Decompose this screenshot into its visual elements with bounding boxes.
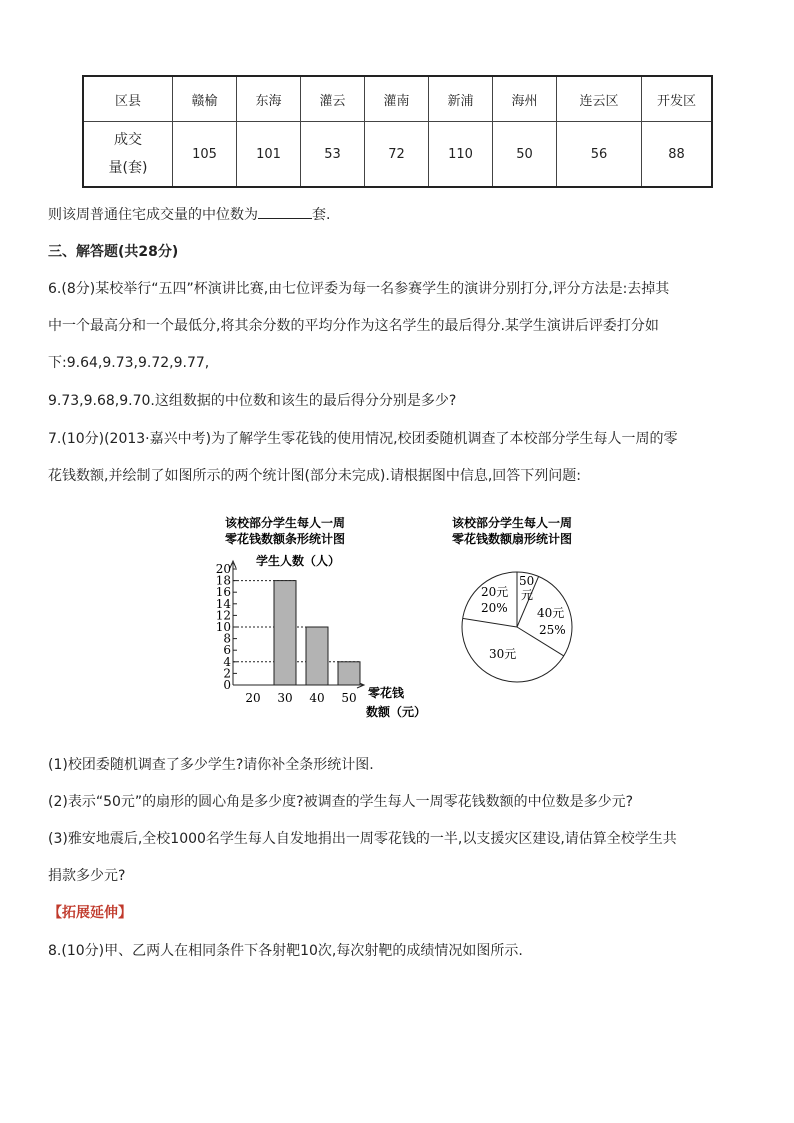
q7-sub: (1)校团委随机调查了多少学生?请你补全条形统计图.	[48, 757, 374, 773]
pie-label-50: 50	[519, 574, 535, 588]
bar-chart-title: 零花钱数额条形统计图	[224, 532, 346, 546]
x-tick-label: 20	[245, 691, 261, 705]
y-tick-label: 8	[223, 631, 231, 646]
table-cell: 开发区	[642, 76, 713, 122]
table-cell: 海州	[493, 76, 557, 122]
extension-label: 【拓展延伸】	[48, 905, 132, 921]
y-axis-label: 学生人数（人）	[256, 554, 341, 568]
housing-table	[82, 75, 713, 188]
table-cell: 连云区	[557, 76, 642, 122]
q6-line: 9.73,9.68,9.70.这组数据的中位数和该生的最后得分分别是多少?	[48, 393, 457, 409]
q6-line: 6.(8分)某校举行“五四”杯演讲比赛,由七位评委为每一名参赛学生的演讲分别打分,评分方法是:去掉其	[48, 281, 670, 297]
row-label: 成交 量(套)	[83, 122, 173, 188]
bar-chart	[200, 510, 450, 725]
table-cell: 72	[365, 122, 429, 188]
y-tick-label: 10	[215, 620, 231, 634]
q6-line: 下:9.64,9.73,9.72,9.77,	[48, 355, 210, 371]
y-tick-label: 12	[215, 608, 231, 623]
pie-percent-40: 25%	[539, 623, 566, 637]
q6-line: 中一个最高分和一个最低分,将其余分数的平均分作为这名学生的最后得分.某学生演讲后评委打分如	[48, 318, 659, 334]
bar-chart-title: 该校部分学生每人一周	[224, 516, 346, 530]
table-cell: 105	[173, 122, 237, 188]
q7-line: 花钱数额,并绘制了如图所示的两个统计图(部分未完成).请根据图中信息,回答下列问题:	[48, 468, 581, 484]
y-tick-label: 4	[223, 654, 231, 669]
q7-sub: 捐款多少元?	[48, 868, 126, 884]
y-tick-label: 16	[215, 585, 231, 600]
table-cell: 灌云	[301, 76, 365, 122]
pie-chart-title: 零花钱数额扇形统计图	[451, 532, 573, 546]
table-cell: 区县	[83, 76, 173, 122]
table-cell: 赣榆	[173, 76, 237, 122]
x-tick-label: 50	[341, 691, 357, 705]
section-heading: 三、解答题(共28分)	[48, 244, 179, 260]
bar	[306, 627, 328, 685]
x-axis-label: 数额（元）	[366, 705, 427, 719]
table-cell: 新浦	[429, 76, 493, 122]
x-tick-label: 30	[277, 691, 293, 705]
y-tick-label: 6	[223, 643, 231, 658]
pie-percent-20: 20%	[481, 601, 508, 615]
x-tick-label: 40	[309, 691, 325, 705]
table-cell: 56	[557, 122, 642, 188]
y-tick-label: 2	[223, 666, 231, 681]
pie-label-50: 元	[521, 588, 534, 602]
pie-chart	[440, 510, 600, 690]
table-header-row	[83, 76, 712, 122]
q7-sub: (3)雅安地震后,全校1000名学生每人自发地捐出一周零花钱的一半,以支援灾区建设,请估算全校学生共	[48, 831, 677, 847]
table-cell: 灌南	[365, 76, 429, 122]
table-cell: 东海	[237, 76, 301, 122]
table-cell: 101	[237, 122, 301, 188]
y-tick-label: 0	[223, 678, 231, 692]
q7-sub: (2)表示“50元”的扇形的圆心角是多少度?被调查的学生每人一周零花钱数额的中位数是多少元?	[48, 794, 634, 810]
y-tick-label: 18	[215, 573, 231, 588]
pie-chart-title: 该校部分学生每人一周	[451, 516, 573, 530]
table-cell: 88	[642, 122, 713, 188]
bar-marks	[274, 581, 360, 685]
y-ticks	[216, 562, 237, 692]
x-axis-label: 零花钱	[368, 686, 405, 700]
table-cell: 50	[493, 122, 557, 188]
bar	[338, 662, 360, 685]
table-cell: 110	[429, 122, 493, 188]
table-row	[83, 122, 712, 188]
table-cell: 53	[301, 122, 365, 188]
y-tick-label: 20	[215, 562, 231, 576]
x-ticks	[245, 691, 356, 705]
q8-line: 8.(10分)甲、乙两人在相同条件下各射靶10次,每次射靶的成绩情况如图所示.	[48, 943, 523, 959]
answer-blank	[258, 204, 312, 219]
y-tick-label: 14	[215, 596, 231, 611]
q5-tail: 则该周普通住宅成交量的中位数为 套.	[48, 204, 330, 224]
pie-label-40: 40元	[537, 606, 565, 620]
pie-label-20: 20元	[481, 585, 509, 599]
bar	[274, 581, 296, 685]
q7-line: 7.(10分)(2013·嘉兴中考)为了解学生零花钱的使用情况,校团委随机调查了本校部分学生每人一周的零	[48, 431, 678, 447]
pie-label-30: 30元	[489, 647, 517, 661]
